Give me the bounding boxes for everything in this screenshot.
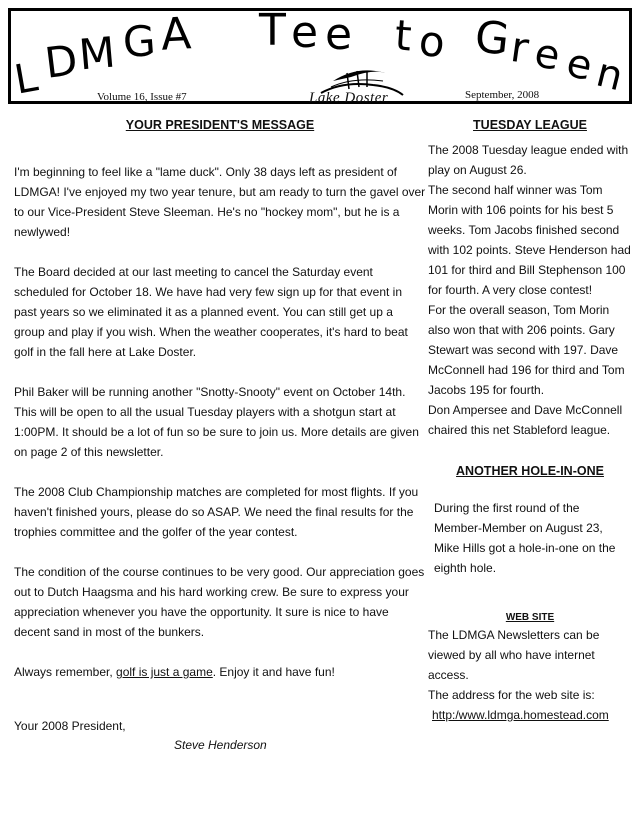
paragraph: The LDMGA Newsletters can be viewed by all who have internet access. <box>428 628 600 682</box>
section-heading: ANOTHER HOLE-IN-ONE <box>456 464 604 478</box>
issue-number: Volume 16, Issue #7 <box>97 91 187 103</box>
logo-text: Lake Doster <box>309 90 389 106</box>
title-letter: A <box>159 8 193 61</box>
masthead <box>8 5 632 106</box>
title-letter: G <box>121 15 158 68</box>
title-letter: e <box>531 30 564 80</box>
title-letter: r <box>507 22 532 73</box>
right-column <box>428 112 632 725</box>
section-heading: WEB SITE <box>505 612 555 623</box>
issue-date: September, 2008 <box>465 89 540 101</box>
paragraph: For the overall season, Tom Morin also won that with 206 points. Gary Stewart was second with 197. Dave McConnell had 196 for third and Tom Jacobs 195 for fourth. <box>428 303 625 397</box>
website-link[interactable]: http:/www.ldmga.homestead.com <box>432 708 609 722</box>
paragraph: During the first round of the Member-Member on August 23, Mike Hills got a hole-in-one on the eighth hole. <box>434 501 616 575</box>
section-heading: YOUR PRESIDENT'S MESSAGE <box>125 118 315 132</box>
paragraph: I'm beginning to feel like a "lame duck". Only 38 days left as president of LDMGA! I've enjoyed my two year tenure, but am ready to turn the gavel over to our Vice-President Steve Sleeman. He's no "hockey mom", but he is a newlywed! <box>14 165 426 239</box>
title-letter: L <box>11 54 42 104</box>
underlined-phrase: golf is just a game <box>116 665 213 679</box>
paragraph: The second half winner was Tom Morin with 106 points for his best 5 weeks. Tom Jacobs finished second with 102 points. Steve Henderson had 101 for third and Bill Stephenson 100 for fourth. A very close contest! <box>428 183 631 297</box>
paragraph: Phil Baker will be running another "Snotty-Snooty" event on October 14th. This will be open to all the usual Tuesday players with a shotgun start at 1:00PM. It should be a lot of fun so be sure to join us. More details are given on page 2 of this newsletter. <box>14 385 419 459</box>
title-letter: D <box>42 35 81 88</box>
title-letter: e <box>325 9 353 60</box>
signature: Steve Henderson <box>174 738 267 752</box>
paragraph: The condition of the course continues to be very good. Our appreciation goes out to Dutch Haagsma and his hard working crew. Be sure to express your appreciation whenever you have the opportunity. It sure is nice to have decent sand in most of the bunkers. <box>14 565 425 639</box>
text-run: Always remember, <box>14 665 117 679</box>
paragraph: The 2008 Tuesday league ended with play on August 26. <box>428 143 629 177</box>
text-run: . Enjoy it and have fun! <box>212 665 335 679</box>
paragraph <box>14 662 426 682</box>
paragraph: The address for the web site is: <box>428 688 595 702</box>
section-heading: TUESDAY LEAGUE <box>473 118 587 132</box>
title-letter: e <box>291 7 319 58</box>
title-letter: G <box>472 11 512 66</box>
title-letter: T <box>259 5 286 56</box>
paragraph: Don Ampersee and Dave McConnell chaired this net Stableford league. <box>428 403 623 437</box>
title-letter: o <box>416 15 447 68</box>
presidents-message <box>14 112 426 752</box>
title-letter: n <box>591 49 628 101</box>
title-letter: t <box>393 10 414 61</box>
paragraph: The Board decided at our last meeting to cancel the Saturday event scheduled for October 18. We have had very few sign up for that event in past years so we eliminated it as a planned event. You can still get up a group and play if you wish. When the weather cooperates, it's hard to beat golf in the fall here at Lake Doster. <box>14 265 408 359</box>
paragraph: The 2008 Club Championship matches are completed for most flights. If you haven't finished yours, please do so ASAP. We need the final results for the trophies committee and the golfer of the year contest. <box>14 485 419 539</box>
closing: Your 2008 President, <box>14 719 126 733</box>
title-letter: M <box>76 27 118 80</box>
title-letter: e <box>562 39 597 91</box>
